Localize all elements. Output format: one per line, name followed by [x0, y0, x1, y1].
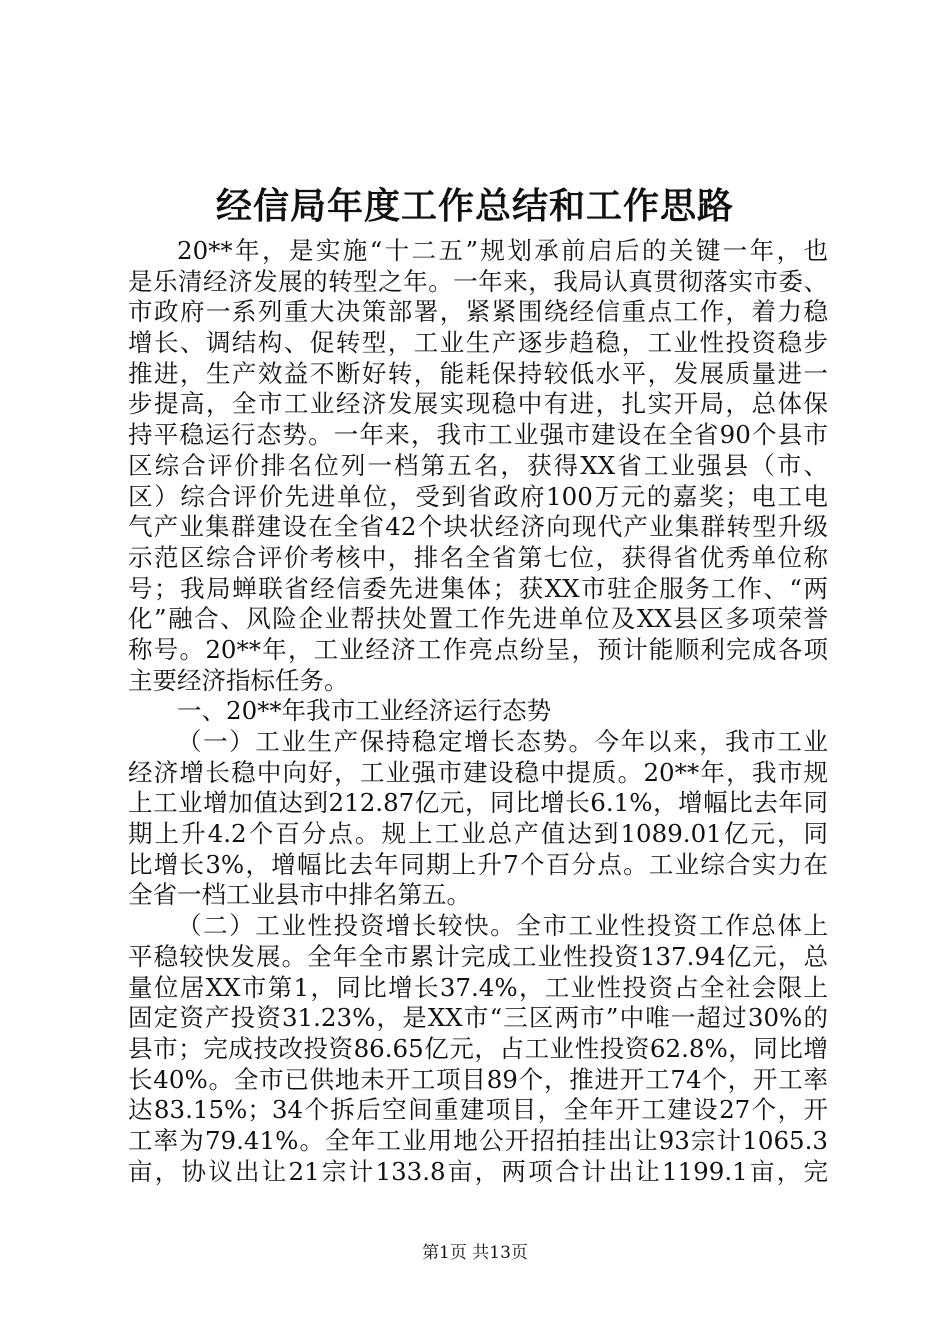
text-line: 比增长3%，增幅比去年同期上升7个百分点。工业综合实力在	[128, 849, 828, 879]
text-line: 县市；完成技改投资86.65亿元，占工业性投资62.8%，同比增	[128, 1033, 828, 1063]
text-line: 工率为79.41%。全年工业用地公开招拍挂出让93宗计1065.3	[128, 1125, 828, 1155]
text-line: 固定资产投资31.23%，是XX市“三区两市”中唯一超过30%的	[128, 1003, 828, 1033]
text-line: 长40%。全市已供地未开工项目89个，推进开工74个，开工率	[128, 1064, 828, 1094]
text-line: 推进，生产效益不断好转，能耗保持较低水平，发展质量进一	[128, 358, 828, 388]
text-line: 增长、调结构、促转型，工业生产逐步趋稳，工业性投资稳步	[128, 328, 828, 358]
text-line: 经济增长稳中向好，工业强市建设稳中提质。20**年，我市规	[128, 757, 828, 787]
text-line: 气产业集群建设在全省42个块状经济向现代产业集群转型升级	[128, 512, 828, 542]
document-body	[128, 236, 828, 1187]
text-line: 号；我局蝉联省经信委先进集体；获XX市驻企服务工作、“两	[128, 573, 828, 603]
text-line: （二）工业性投资增长较快。全市工业性投资工作总体上	[177, 911, 828, 941]
text-line: 期上升4.2个百分点。规上工业总产值达到1089.01亿元，同	[128, 819, 828, 849]
text-line: 20**年，是实施“十二五”规划承前启后的关键一年，也	[177, 236, 828, 265]
text-line: 量位居XX市第1，同比增长37.4%，工业性投资占全社会限上	[128, 972, 828, 1002]
text-line: 全省一档工业县市中排名第五。	[128, 880, 471, 910]
section-heading: 一、20**年我市工业经济运行态势	[177, 696, 552, 726]
text-line: 步提高，全市工业经济发展实现稳中有进，扎实开局，总体保	[128, 389, 828, 419]
text-line: 区）综合评价先进单位，受到省政府100万元的嘉奖；电工电	[128, 481, 828, 511]
text-line: 示范区综合评价考核中，排名全省第七位，获得省优秀单位称	[128, 542, 828, 572]
text-line: 称号。20**年，工业经济工作亮点纷呈，预计能顺利完成各项	[128, 634, 828, 664]
text-line: 市政府一系列重大决策部署，紧紧围绕经信重点工作，着力稳	[128, 297, 828, 327]
text-line: 持平稳运行态势。一年来，我市工业强市建设在全省90个县市	[128, 420, 828, 450]
text-line: 化”融合、风险企业帮扶处置工作先进单位及XX县区多项荣誉	[128, 604, 828, 634]
text-line: 亩，协议出让21宗计133.8亩，两项合计出让1199.1亩，完	[128, 1156, 828, 1186]
document-title: 经信局年度工作总结和工作思路	[215, 185, 734, 227]
text-line: （一）工业生产保持稳定增长态势。今年以来，我市工业	[177, 727, 828, 756]
text-line: 达83.15%；34个拆后空间重建项目，全年开工建设27个，开	[128, 1095, 828, 1125]
text-line: 主要经济指标任务。	[128, 665, 349, 695]
text-line: 区综合评价排名位列一档第五名，获得XX省工业强县（市、	[128, 450, 828, 480]
text-line: 是乐清经济发展的转型之年。一年来，我局认真贯彻落实市委、	[128, 266, 828, 296]
page-number: 第1页 共13页	[422, 1243, 528, 1263]
text-line: 平稳较快发展。全年全市累计完成工业性投资137.94亿元，总	[128, 941, 828, 971]
text-line: 上工业增加值达到212.87亿元，同比增长6.1%，增幅比去年同	[128, 788, 828, 818]
